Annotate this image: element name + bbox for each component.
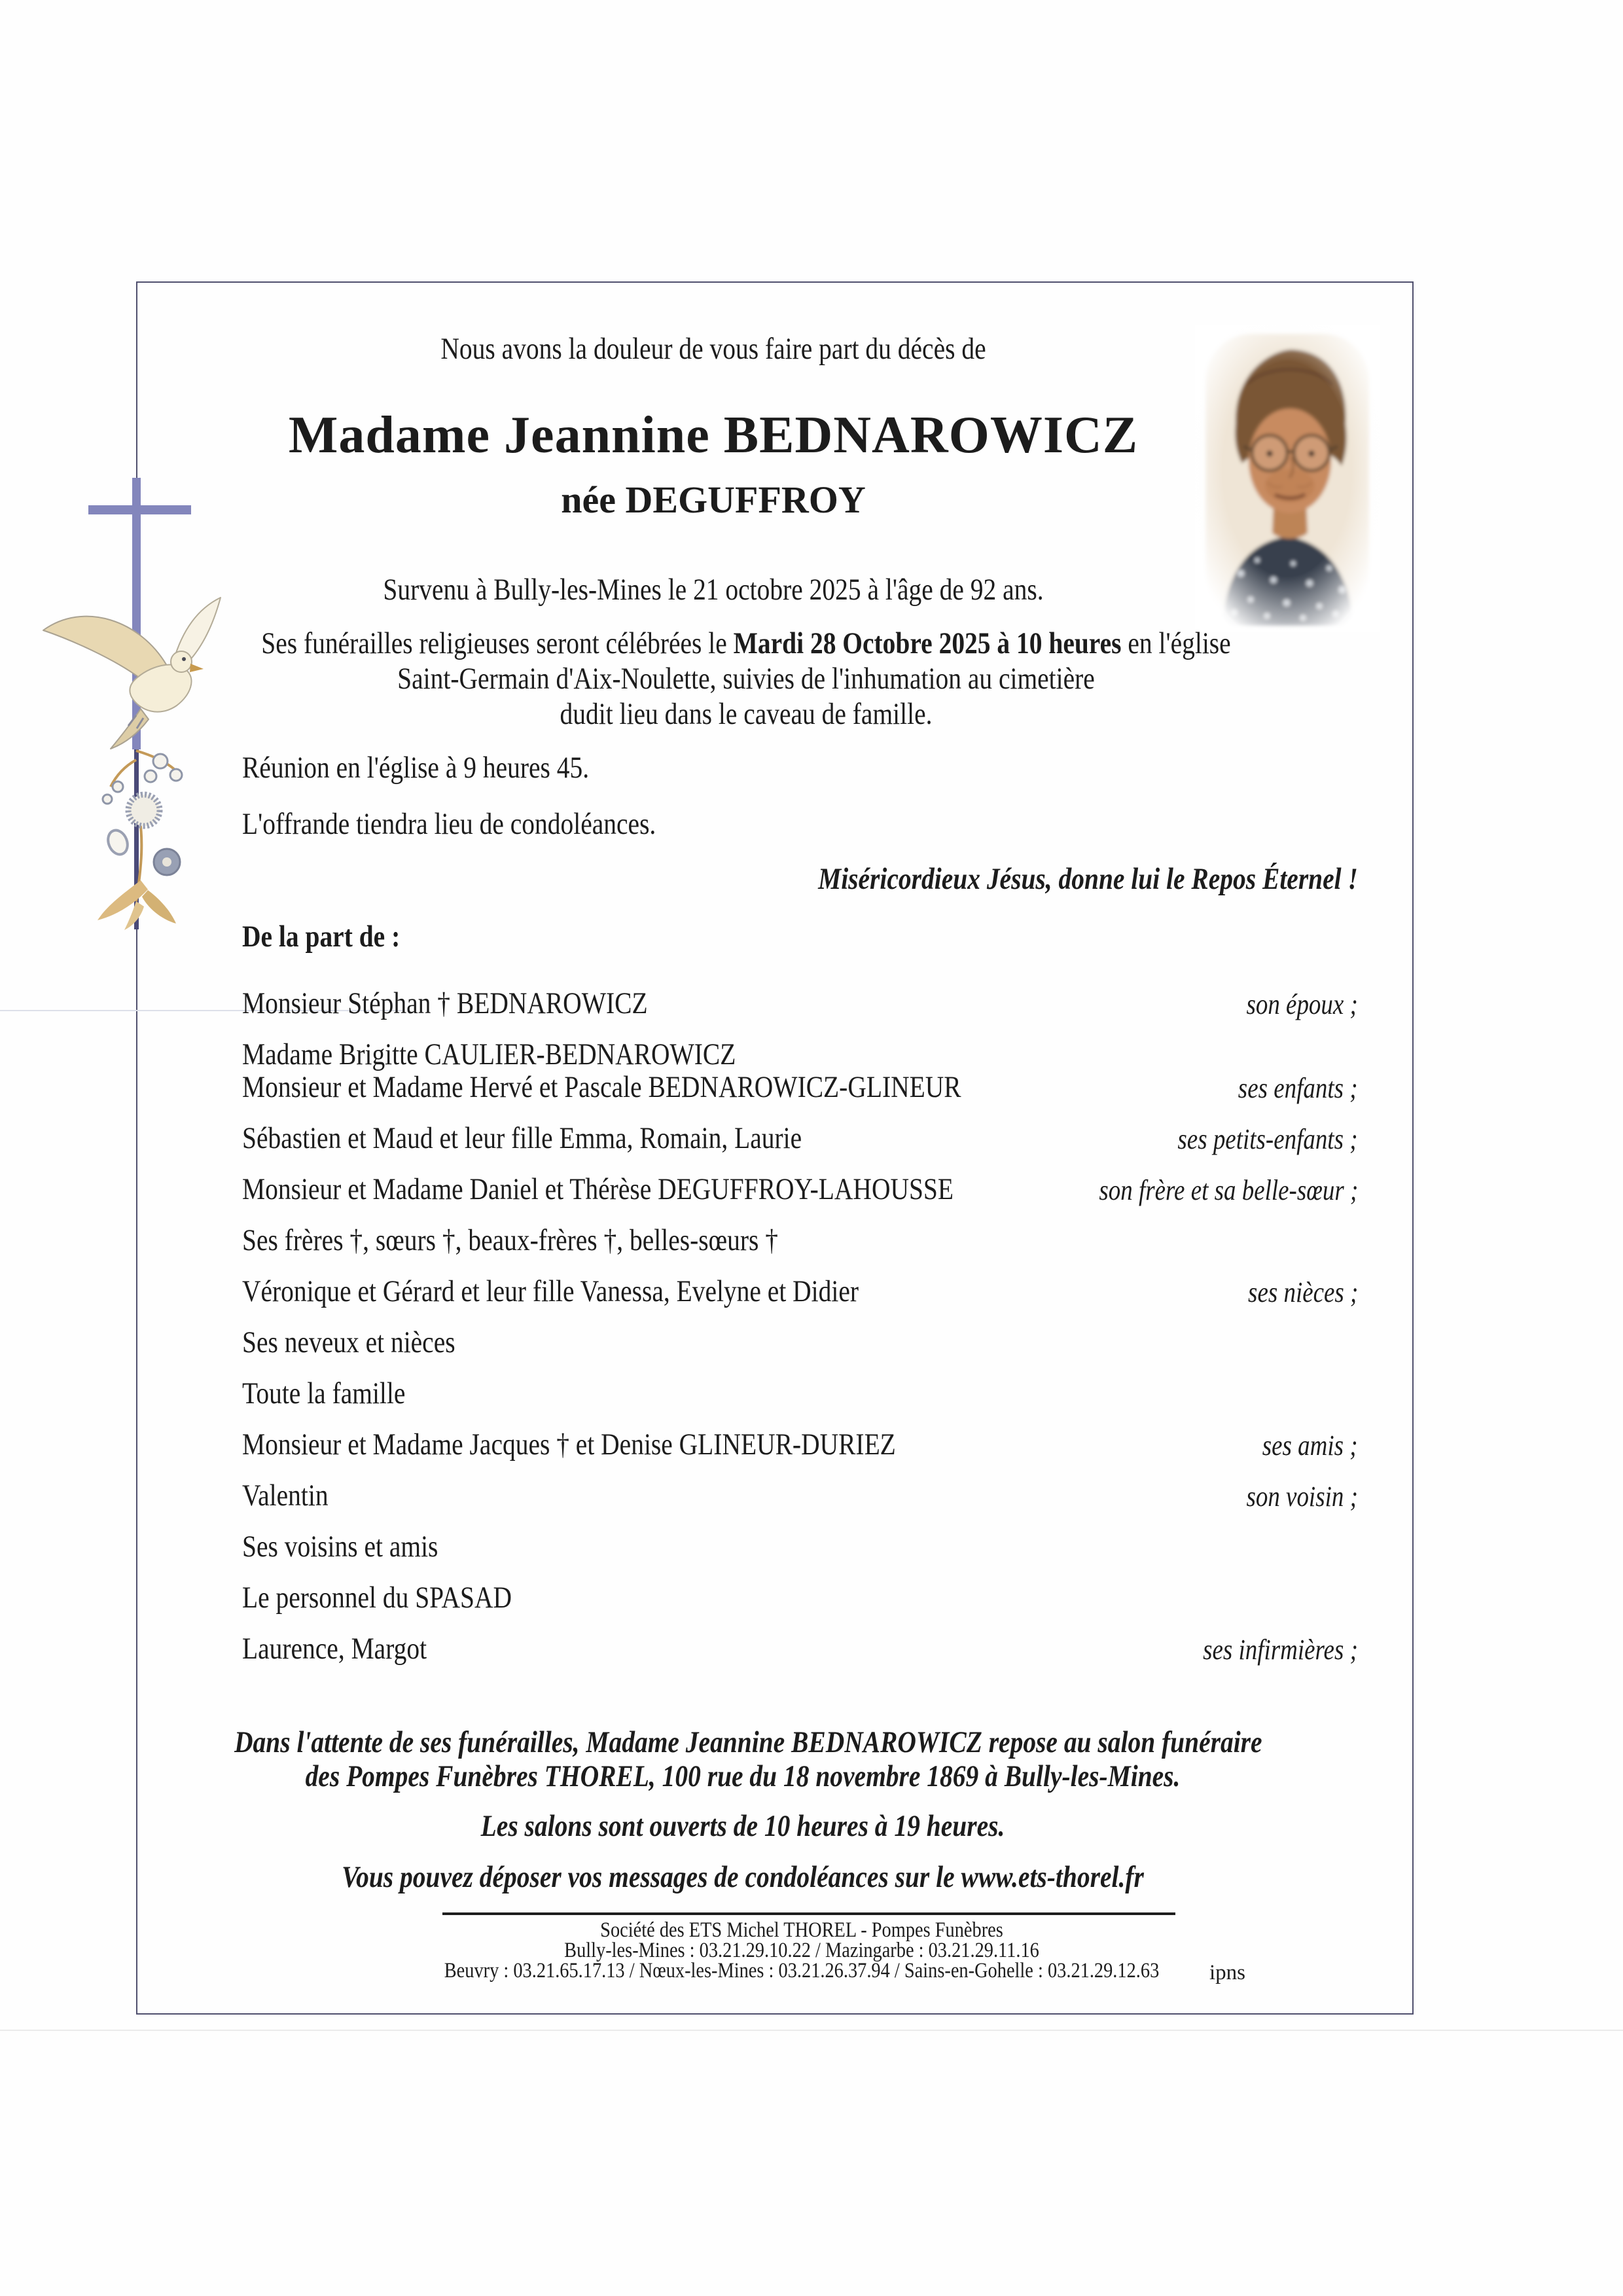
prayer-line: Miséricordieux Jésus, donne lui le Repos Éternel ! [818, 862, 1358, 896]
relationship-label: son voisin ; [1246, 1480, 1358, 1513]
relative-names: Laurence, Margot [242, 1632, 427, 1666]
family-list [242, 987, 1358, 1683]
funeral-line-1 [235, 626, 1257, 661]
funeral-line-1-pre: Ses funérailles religieuses seront célébrées le [261, 626, 734, 660]
relative-names: Toute la famille [242, 1376, 406, 1410]
list-item [242, 1479, 1358, 1512]
from-label: De la part de : [242, 920, 401, 954]
relationship-label: ses amis ; [1262, 1429, 1358, 1462]
repose-line-2: des Pompes Funèbres THOREL, 100 rue du 18 novembre 1869 à Bully-les-Mines. [305, 1759, 1181, 1793]
maiden-name: née DEGUFFROY [561, 478, 866, 521]
relative-names: Ses neveux et nièces [242, 1325, 455, 1359]
relative-names: Sébastien et Maud et leur fille Emma, Romain, Laurie [242, 1121, 802, 1155]
relative-names: Véronique et Gérard et leur fille Vanessa, Evelyne et Didier [242, 1274, 859, 1308]
meeting-line: Réunion en l'église à 9 heures 45. [242, 751, 590, 785]
funeral-date-bold: Mardi 28 Octobre 2025 à 10 heures [733, 626, 1122, 660]
salon-hours-line: Les salons sont ouverts de 10 heures à 19 heures. [480, 1809, 1005, 1843]
list-item [242, 987, 1358, 1020]
relative-names: Monsieur Stéphan † BEDNAROWICZ [242, 986, 648, 1020]
funeral-line-3: dudit lieu dans le caveau de famille. [560, 697, 933, 731]
phones-line-1: Bully-les-Mines : 03.21.29.10.22 / Mazingarbe : 03.21.29.11.16 [564, 1939, 1039, 1962]
repose-paragraph [234, 1725, 1262, 1793]
relationship-label: ses nièces ; [1247, 1276, 1358, 1308]
funeral-paragraph [235, 626, 1257, 732]
funeral-line-1-post: en l'église [1121, 626, 1231, 660]
dove-icon [43, 598, 221, 749]
relative-names: Monsieur et Madame Jacques † et Denise GLINEUR-DURIEZ [242, 1427, 896, 1462]
relationship-label: ses enfants ; [1238, 1072, 1358, 1104]
flowers-icon [98, 751, 182, 930]
ipns-note: ipns [1209, 1961, 1246, 1984]
relationship-label: ses infirmières ; [1203, 1634, 1358, 1666]
relative-names: Monsieur et Madame Daniel et Thérèse DEGUFFROY-LAHOUSSE [242, 1172, 954, 1206]
offering-line: L'offrande tiendra lieu de condoléances. [242, 807, 656, 841]
list-item [242, 1071, 1358, 1103]
relative-names: Valentin [242, 1479, 329, 1513]
relative-names: Madame Brigitte CAULIER-BEDNAROWICZ [242, 1037, 736, 1071]
list-item [242, 1428, 1358, 1461]
list-item [242, 1038, 1358, 1071]
deceased-name: Madame Jeannine BEDNAROWICZ [288, 406, 1139, 464]
death-line: Survenu à Bully-les-Mines le 21 octobre 2025 à l'âge de 92 ans. [383, 573, 1044, 607]
list-item [242, 1530, 1358, 1563]
list-item [242, 1275, 1358, 1308]
list-item [242, 1173, 1358, 1206]
list-item [242, 1377, 1358, 1410]
intro-line: Nous avons la douleur de vous faire part du décès de [440, 332, 986, 366]
relative-names: Le personnel du SPASAD [242, 1581, 512, 1615]
relationship-label: son époux ; [1246, 988, 1358, 1020]
repose-line-1: Dans l'attente de ses funérailles, Madame Jeannine BEDNAROWICZ repose au salon funéraire [234, 1725, 1262, 1759]
company-name-line: Société des ETS Michel THOREL - Pompes Funèbres [600, 1918, 1003, 1942]
funeral-line-2: Saint-Germain d'Aix-Noulette, suivies de l'inhumation au cimetière [397, 662, 1095, 696]
list-item [242, 1632, 1358, 1665]
relationship-label: son frère et sa belle-sœur ; [1099, 1174, 1358, 1206]
condolence-website-line: Vous pouvez déposer vos messages de condoléances sur le www.ets-thorel.fr [342, 1860, 1144, 1894]
relative-names: Monsieur et Madame Hervé et Pascale BEDNAROWICZ-GLINEUR [242, 1070, 961, 1104]
footer-company-info [438, 1920, 1164, 1981]
relationship-label: ses petits-enfants ; [1177, 1123, 1358, 1155]
list-item [242, 1581, 1358, 1614]
scan-edge-line [0, 2030, 1623, 2031]
phones-line-2: Beuvry : 03.21.65.17.13 / Nœux-les-Mines : 03.21.26.37.94 / Sains-en-Gohelle : 03.21.29.12.63 [444, 1959, 1160, 1982]
list-item [242, 1224, 1358, 1257]
list-item [242, 1326, 1358, 1359]
relative-names: Ses frères †, sœurs †, beaux-frères †, belles-sœurs † [242, 1223, 778, 1257]
footer-divider [442, 1912, 1175, 1915]
list-item [242, 1122, 1358, 1155]
relative-names: Ses voisins et amis [242, 1530, 438, 1564]
